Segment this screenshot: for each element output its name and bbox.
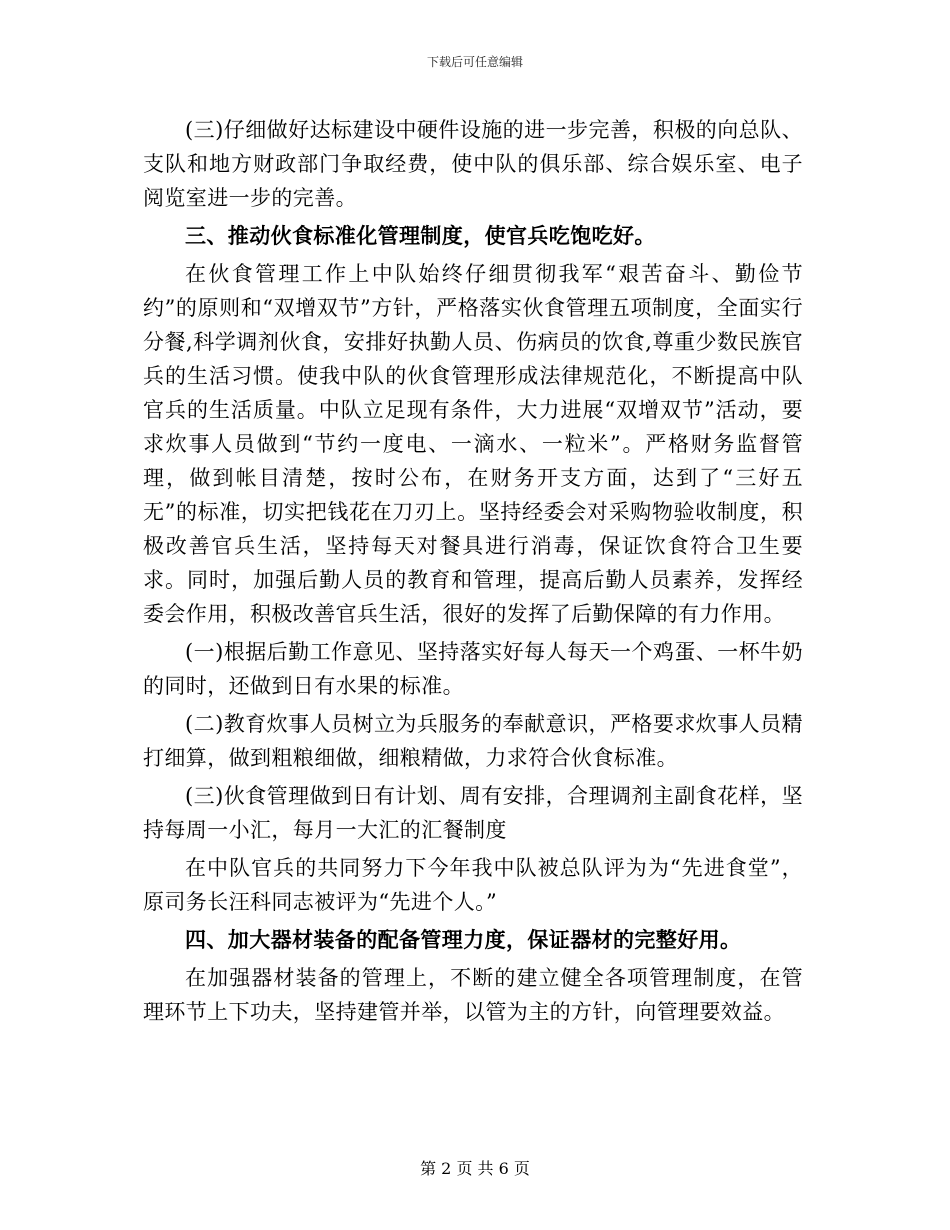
paragraph-item-3: (三)伙食管理做到日有计划、周有安排，合理调剂主副食花样，坚持每周一小汇，每月一大汇的汇餐制度 bbox=[143, 784, 803, 842]
section-heading-3: 三、推动伙食标准化管理制度，使官兵吃饱吃好。 bbox=[185, 223, 656, 248]
page-number: 第 2 页 共 6 页 bbox=[420, 1159, 530, 1178]
paragraph-item-2: (二)教育炊事人员树立为兵服务的奉献意识，严格要求炊事人员精打细算，做到粗粮细做，细粮精做，力求符合伙食标准。 bbox=[143, 712, 803, 770]
paragraph-item-1: (一)根据后勤工作意见、坚持落实好每人每天一个鸡蛋、一杯牛奶的同时，还做到日有水果的标准。 bbox=[143, 640, 803, 698]
section-heading-4: 四、加大器材装备的配备管理力度，保证器材的完整好用。 bbox=[185, 927, 742, 952]
paragraph-food-management: 在伙食管理工作上中队始终仔细贯彻我军“艰苦奋斗、勤俭节约”的原则和“双增双节”方针，严格落实伙食管理五项制度，全面实行分餐,科学调剂伙食，安排好执勤人员、伤病员的饮食,尊重少数民族官兵的生活习惯。使我中队的伙食管理形成法律规范化，不断提高中队官兵的生活质量。中队立足现有条件，大力进展“双增双节”活动，要求炊事人员做到“节约一度电、一滴水、一粒米”。严格财务监督管理，做到帐目清楚，按时公布，在财务开支方面，达到了“三好五无”的标准，切实把钱花在刀刃上。坚持经委会对采购物验收制度，积极改善官兵生活，坚持每天对餐具进行消毒，保证饮食符合卫生要求。同时，加强后勤人员的教育和管理，提高后勤人员素养，发挥经委会作用，积极改善官兵生活，很好的发挥了后勤保障的有力作用。 bbox=[143, 262, 803, 626]
document-body bbox=[143, 113, 803, 1033]
paragraph-awards: 在中队官兵的共同努力下今年我中队被总队评为为“先进食堂”，原司务长汪科同志被评为“先进个人。” bbox=[143, 856, 803, 914]
paragraph-equipment-management: 在加强器材装备的管理上，不断的建立健全各项管理制度，在管理环节上下功夫，坚持建管并举，以管为主的方针，向管理要效益。 bbox=[143, 966, 803, 1024]
paragraph-hardware-facilities: (三)仔细做好达标建设中硬件设施的进一步完善，积极的向总队、支队和地方财政部门争取经费，使中队的俱乐部、综合娱乐室、电子阅览室进一步的完善。 bbox=[143, 118, 803, 210]
page-header: 下载后可任意编辑 bbox=[426, 55, 523, 69]
